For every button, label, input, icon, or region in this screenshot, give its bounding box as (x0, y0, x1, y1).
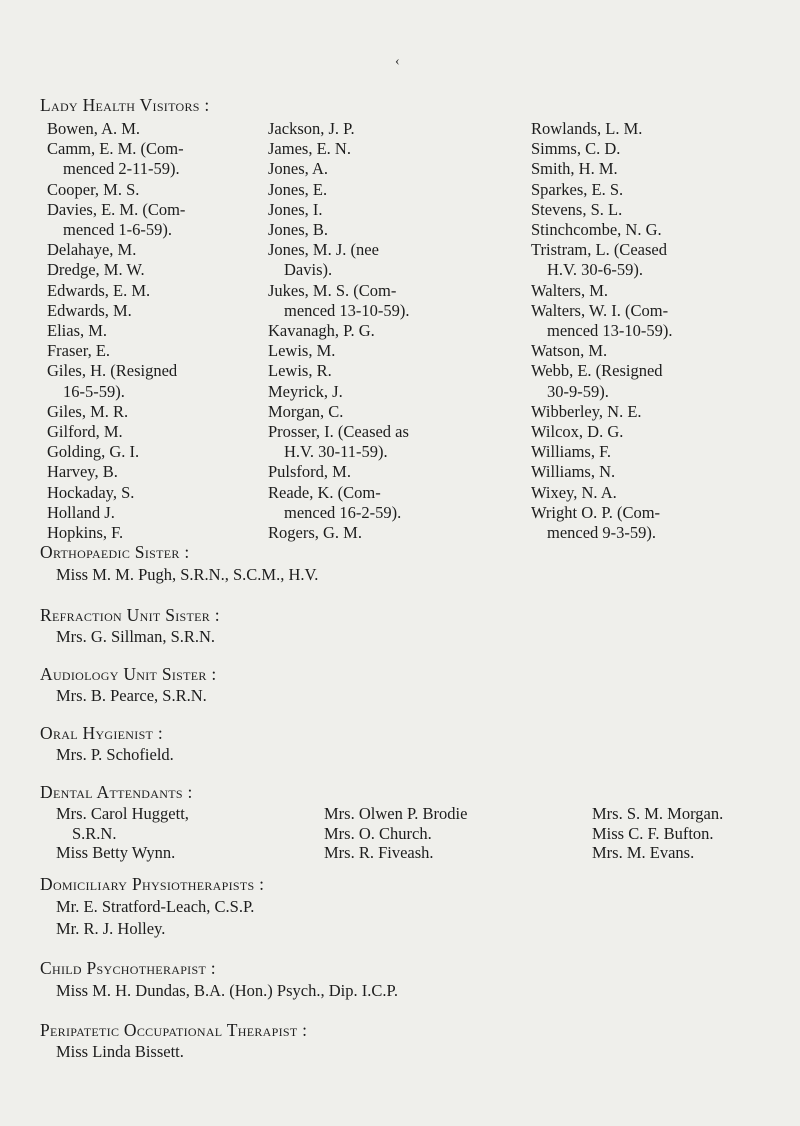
visitor-name-line: H.V. 30-11-59). (284, 442, 388, 462)
visitor-name-line: Walters, M. (531, 280, 609, 300)
dental-column-1 (56, 804, 189, 863)
visitor-name-line: Wright O. P. (Com- (531, 502, 661, 522)
lady-visitors-column-3 (531, 119, 673, 543)
visitor-name-line: Pulsford, M. (268, 462, 351, 482)
visitor-name-line: Reade, K. (Com- (268, 482, 381, 502)
visitor-name-line: menced 13-10-59). (547, 321, 673, 341)
visitor-name-line: Lewis, R. (268, 361, 332, 381)
visitor-name-line: Sparkes, E. S. (531, 179, 624, 199)
visitor-name-line: Prosser, I. (Ceased as (268, 422, 409, 442)
visitor-name-line: Camm, E. M. (Com- (47, 139, 184, 159)
visitor-name-line: Walters, W. I. (Com- (531, 300, 669, 320)
refraction-heading: Refraction Unit Sister : (40, 605, 220, 625)
visitor-name-line: Bowen, A. M. (47, 119, 141, 138)
visitor-name-line: Lewis, M. (268, 341, 336, 361)
audiology-heading: Audiology Unit Sister : (40, 664, 217, 684)
dental-name: Mrs. R. Fiveash. (324, 843, 434, 862)
visitor-name-line: H.V. 30-6-59). (547, 260, 643, 280)
visitor-name-line: menced 13-10-59). (284, 300, 410, 320)
visitor-name-line: menced 9-3-59). (547, 523, 657, 543)
domiciliary-name: Mr. E. Stratford-Leach, C.S.P. (56, 897, 255, 916)
visitor-name-line: Jackson, J. P. (268, 119, 355, 138)
visitor-name-line: Webb, E. (Resigned (531, 361, 663, 381)
domiciliary-name: Mr. R. J. Holley. (56, 919, 166, 938)
visitor-name-line: Stevens, S. L. (531, 199, 623, 219)
visitor-name-line: Fraser, E. (47, 341, 111, 361)
dental-column-2 (324, 804, 467, 863)
page-mark: ‹ (395, 54, 400, 69)
visitor-name-line: Rogers, G. M. (268, 523, 362, 543)
dental-name: Miss C. F. Bufton. (592, 823, 714, 843)
lady-visitors-heading: Lady Health Visitors : (40, 95, 210, 115)
visitor-name-line: menced 2-11-59). (63, 159, 180, 179)
visitor-name-line: menced 1-6-59). (63, 220, 173, 240)
visitor-name-line: Jones, I. (268, 199, 323, 219)
visitor-name-line: Williams, N. (531, 462, 616, 482)
visitor-name-line: 16-5-59). (63, 381, 125, 401)
dental-name: S.R.N. (72, 823, 117, 843)
orthopaedic-heading: Orthopaedic Sister : (40, 542, 190, 562)
visitor-name-line: Tristram, L. (Ceased (531, 240, 667, 260)
lady-visitors-column-2 (268, 119, 410, 543)
child-heading: Child Psychotherapist : (40, 958, 216, 978)
visitor-name-line: 30-9-59). (547, 381, 609, 401)
audiology-name: Mrs. B. Pearce, S.R.N. (56, 686, 207, 705)
visitor-name-line: Hopkins, F. (47, 523, 124, 543)
peripatetic-heading: Peripatetic Occupational Therapist : (40, 1020, 308, 1040)
visitor-name-line: Morgan, C. (268, 401, 344, 421)
visitor-name-line: Dredge, M. W. (47, 260, 145, 280)
visitor-name-line: Elias, M. (47, 321, 108, 341)
visitor-name-line: Delahaye, M. (47, 240, 137, 260)
oral-name: Mrs. P. Schofield. (56, 745, 174, 764)
visitor-name-line: Jukes, M. S. (Com- (268, 280, 397, 300)
visitor-name-line: Jones, A. (268, 159, 329, 179)
visitor-name-line: Edwards, E. M. (47, 280, 151, 300)
visitor-name-line: Stinchcombe, N. G. (531, 220, 662, 240)
visitor-name-line: Smith, H. M. (531, 159, 618, 179)
refraction-name: Mrs. G. Sillman, S.R.N. (56, 627, 216, 646)
dental-name: Mrs. S. M. Morgan. (592, 804, 724, 823)
visitor-name-line: Wixey, N. A. (531, 482, 617, 502)
visitor-name-line: Meyrick, J. (268, 381, 343, 401)
dental-name: Mrs. O. Church. (324, 823, 432, 843)
domiciliary-heading: Domiciliary Physiotherapists : (40, 874, 265, 894)
visitor-name-line: Kavanagh, P. G. (268, 321, 375, 341)
peripatetic-name: Miss Linda Bissett. (56, 1042, 184, 1061)
orthopaedic-name: Miss M. M. Pugh, S.R.N., S.C.M., H.V. (56, 565, 319, 584)
visitor-name-line: Harvey, B. (47, 462, 118, 482)
visitor-name-line: Wilcox, D. G. (531, 422, 624, 442)
visitor-name-line: James, E. N. (268, 139, 351, 159)
visitor-name-line: Gilford, M. (47, 422, 123, 442)
visitor-name-line: Giles, H. (Resigned (47, 361, 178, 381)
visitor-name-line: Williams, F. (531, 442, 612, 462)
visitor-name-line: Giles, M. R. (47, 401, 129, 421)
visitor-name-line: Wibberley, N. E. (531, 401, 642, 421)
dental-column-3 (592, 804, 723, 863)
child-name: Miss M. H. Dundas, B.A. (Hon.) Psych., Dip. I.C.P. (56, 981, 398, 1000)
visitor-name-line: Golding, G. I. (47, 442, 140, 462)
oral-heading: Oral Hygienist : (40, 723, 164, 743)
dental-name: Mrs. M. Evans. (592, 843, 695, 862)
visitor-name-line: Simms, C. D. (531, 139, 621, 159)
visitor-name-line: Jones, M. J. (nee (268, 240, 379, 260)
visitor-name-line: Davies, E. M. (Com- (47, 199, 186, 219)
dental-name: Mrs. Olwen P. Brodie (324, 804, 468, 823)
visitor-name-line: Hockaday, S. (47, 482, 135, 502)
dental-name: Mrs. Carol Huggett, (56, 804, 189, 823)
visitor-name-line: Edwards, M. (47, 300, 132, 320)
visitor-name-line: Holland J. (47, 502, 115, 522)
visitor-name-line: Rowlands, L. M. (531, 119, 643, 138)
visitor-name-line: Jones, E. (268, 179, 328, 199)
dental-heading: Dental Attendants : (40, 782, 193, 802)
visitor-name-line: menced 16-2-59). (284, 502, 402, 522)
visitor-name-line: Cooper, M. S. (47, 179, 140, 199)
visitor-name-line: Davis). (284, 260, 333, 280)
dental-name: Miss Betty Wynn. (56, 843, 176, 862)
visitor-name-line: Watson, M. (531, 341, 608, 361)
visitor-name-line: Jones, B. (268, 220, 329, 240)
lady-visitors-column-1 (47, 119, 185, 543)
